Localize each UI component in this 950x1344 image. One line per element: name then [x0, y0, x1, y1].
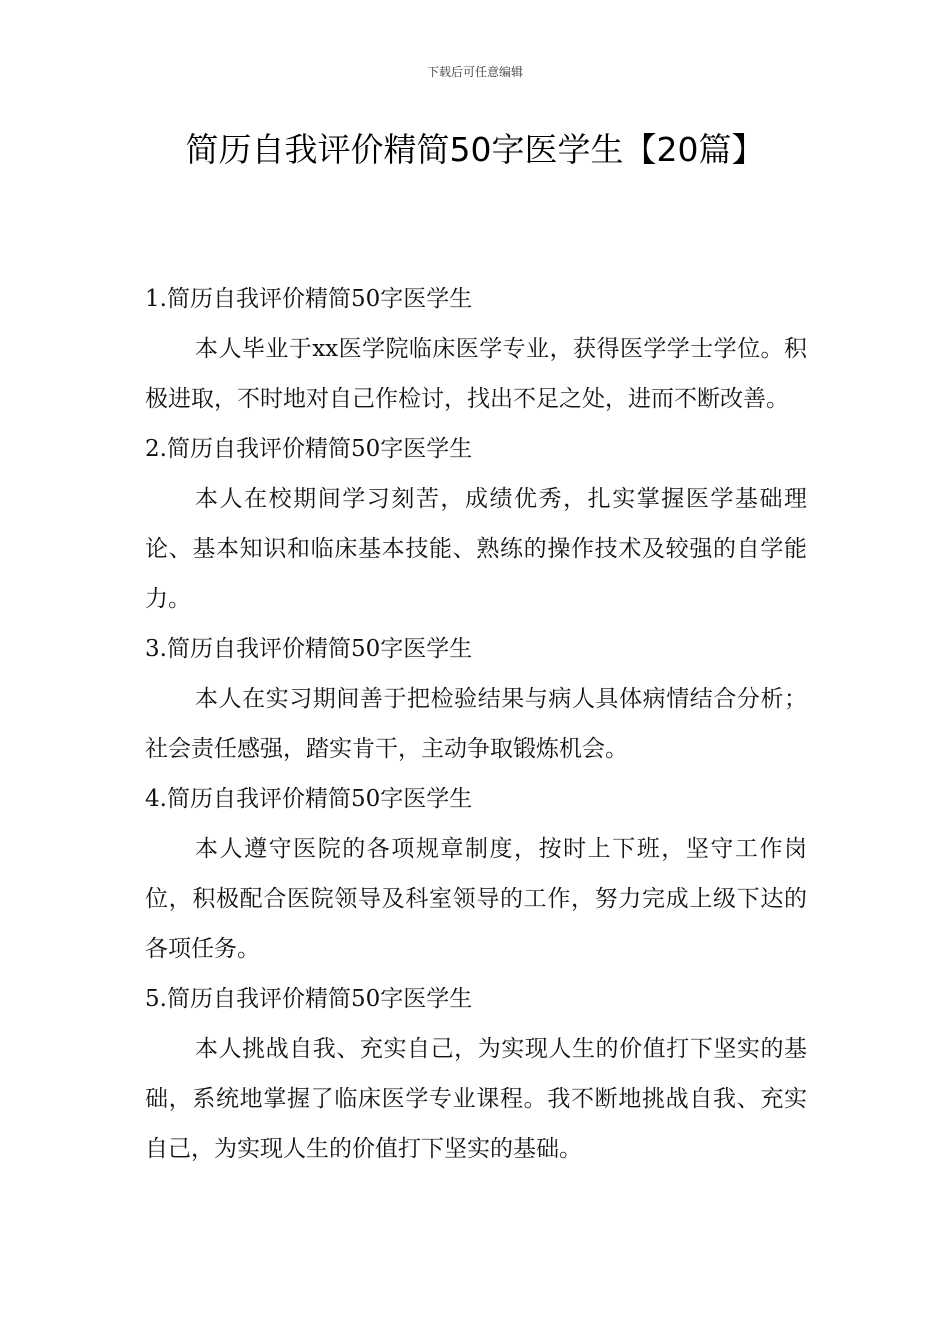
section-body-2: 本人在校期间学习刻苦，成绩优秀，扎实掌握医学基础理论、基本知识和临床基本技能、熟练的操作技术及较强的自学能力。: [145, 486, 807, 612]
section-body-1: 本人毕业于xx医学院临床医学专业，获得医学学士学位。积极进取，不时地对自己作检讨，找出不足之处，进而不断改善。: [145, 336, 807, 412]
section-heading-5: 5.简历自我评价精简50字医学生: [145, 986, 473, 1012]
section-heading-1: 1.简历自我评价精简50字医学生: [145, 286, 473, 312]
document-title: 简历自我评价精简50字医学生【20篇】: [185, 130, 765, 169]
section-body-4: 本人遵守医院的各项规章制度，按时上下班，坚守工作岗位，积极配合医院领导及科室领导的工作，努力完成上级下达的各项任务。: [145, 836, 807, 962]
section-heading-2: 2.简历自我评价精简50字医学生: [145, 436, 473, 462]
section-body-5: 本人挑战自我、充实自己，为实现人生的价值打下坚实的基础，系统地掌握了临床医学专业课程。我不断地挑战自我、充实自己，为实现人生的价值打下坚实的基础。: [145, 1036, 807, 1162]
section-heading-3: 3.简历自我评价精简50字医学生: [145, 636, 473, 662]
page-header-note: 下载后可任意编辑: [426, 65, 523, 79]
section-heading-4: 4.简历自我评价精简50字医学生: [145, 786, 473, 812]
section-body-3: 本人在实习期间善于把检验结果与病人具体病情结合分析；社会责任感强，踏实肯干，主动争取锻炼机会。: [145, 686, 807, 762]
document-body: [145, 274, 807, 1174]
